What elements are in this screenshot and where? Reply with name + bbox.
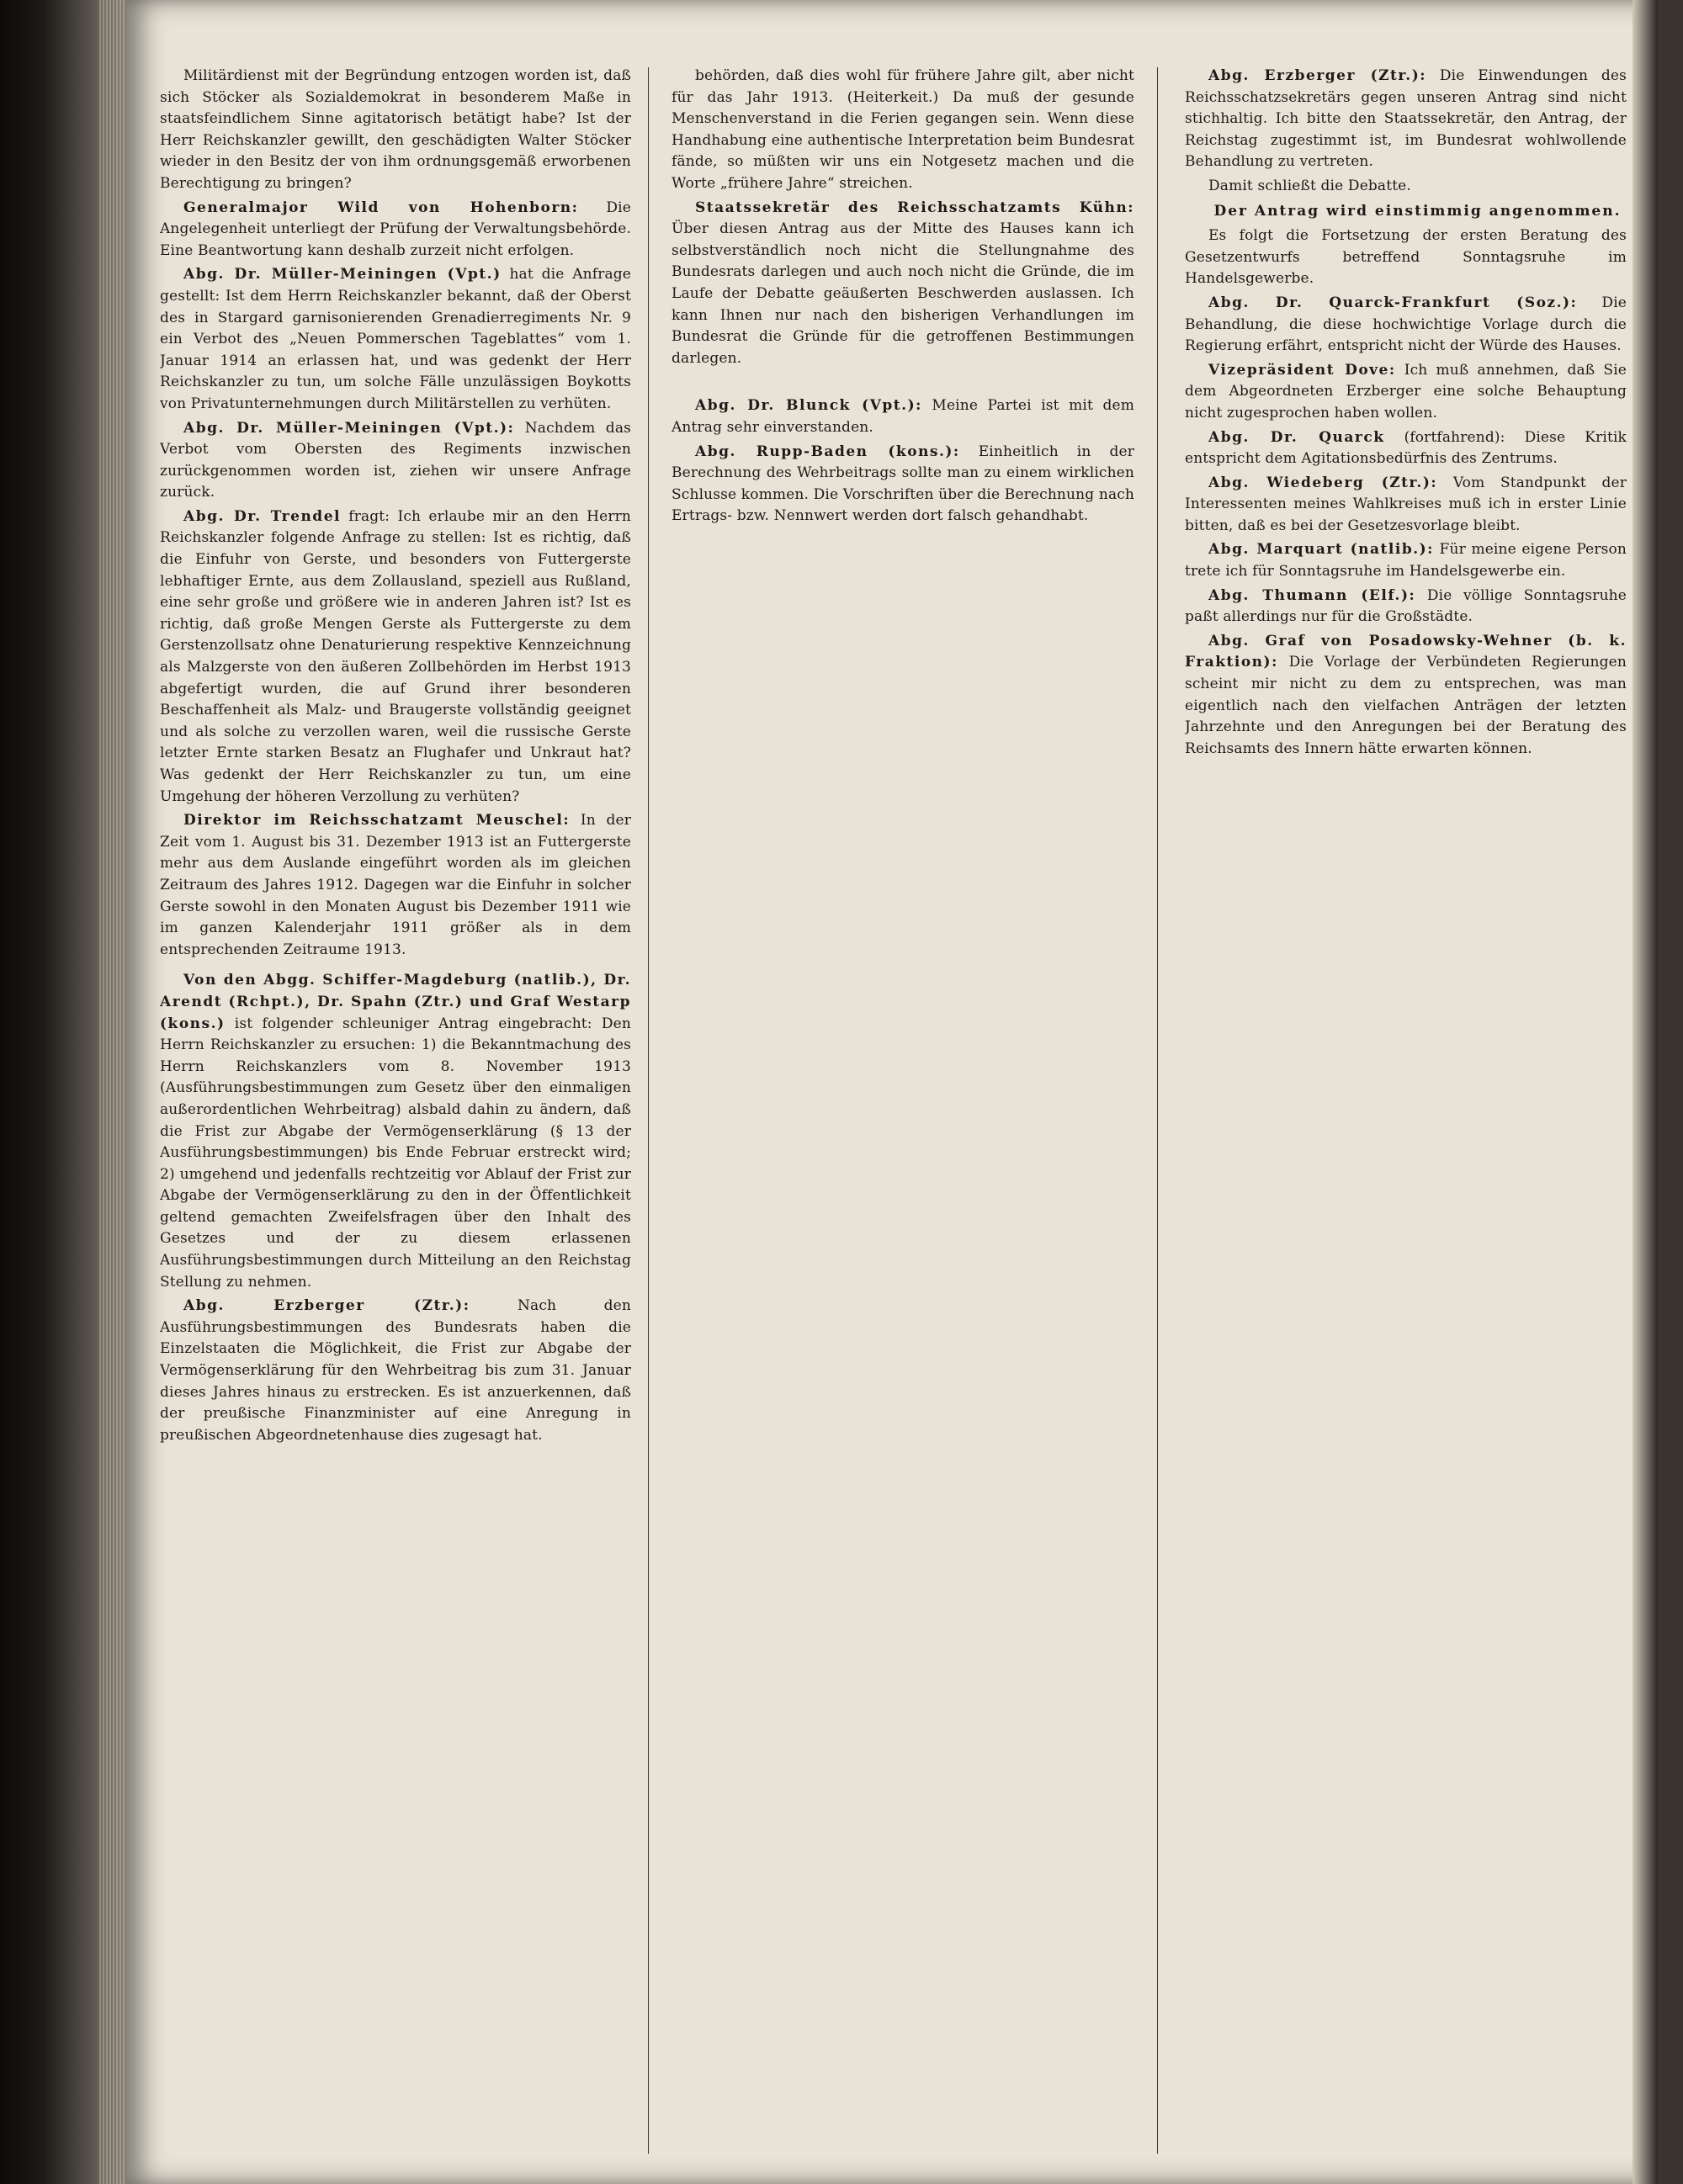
paragraph-text: hat die Anfrage gestellt: Ist dem Herrn Reichskanzler bekannt, daß der Oberst des in Stargard garnisonierenden Grenadierregiments Nr. 9 ein Verbot des „Neuen Pommerschen Tageblattes“ vom 1. Januar 1914 an erlassen hat, und was gedenkt der Herr Reichskanzler zu tun, um solche Fälle unzulässigen Boykotts von Privatunternehmungen durch Militärstellen zu verhüten.	[160, 266, 631, 412]
paragraph-text: In der Zeit vom 1. August bis 31. Dezember 1913 ist an Futtergerste mehr aus dem Auslande eingeführt worden als im gleichen Zeitraum des Jahres 1912. Dagegen war die Einfuhr in solcher Gerste sowohl in den Monaten August bis Dezember 1911 wie im ganzen Kalenderjahr 1911 größer als in dem entsprechenden Zeitraume 1913.	[160, 812, 631, 958]
paragraph-text: fragt: Ich erlaube mir an den Herrn Reichskanzler folgende Anfrage zu stellen: Ist es richtig, daß die Einfuhr von Gerste, und besonders von Futtergerste lebhaftiger Ernte, aus dem Zollausland, speziell aus Rußland, eine sehr große und größere wie in anderen Jahren ist? Ist es richtig, daß große Mengen Gerste als Futtergerste zu dem Gerstenzollsatz ohne Denaturierung respektive Kennzeichnung als Malzgerste von den äußeren Zollbehörden im Herbst 1913 abgefertigt wurden, die auf Grund ihrer besonderen Beschaffenheit als Malz- und Braugerste vollständig geeignet und als solche zu verzollen waren, weil die russische Gerste letzter Ernte starken Besatz an Flughafer und Unkraut hat? Was gedenkt der Herr Reichskanzler zu tun, um eine Umgehung der höheren Verzollung zu verhüten?	[160, 507, 631, 805]
paragraph	[160, 963, 631, 964]
paragraph	[1185, 762, 1627, 763]
paragraph-text: behörden, daß dies wohl für frühere Jahre gilt, aber nicht für das Jahr 1913. (Heiterkeit.) Da muß der gesunde Menschenverstand in die Ferien gegangen sein. Wenn diese Handhabung eine authentische Interpretation beim Bundesrat fände, so müßten wir uns ein Notgesetz machen und die Worte „frühere Jahre“ streichen.	[672, 67, 1134, 192]
paragraph	[1185, 769, 1627, 770]
paragraph	[1185, 360, 1627, 425]
paragraph	[160, 810, 631, 961]
paragraph	[672, 66, 1134, 195]
speaker-name: Abg. Dr. Trendel	[183, 507, 341, 525]
paragraph	[672, 382, 1134, 383]
paragraph	[160, 198, 631, 262]
paragraph	[672, 375, 1134, 376]
paragraph	[672, 392, 1134, 393]
speaker-name: Abg. Dr. Blunck (Vpt.):	[695, 397, 922, 415]
text-column-right	[1185, 66, 1627, 2160]
paragraph	[1185, 631, 1627, 761]
speaker-name: Abg. Erzberger (Ztr.):	[1208, 67, 1427, 84]
speaker-name: Abg. Dr. Quarck	[1208, 428, 1385, 446]
paragraph-text: Damit schließt die Debatte.	[1208, 177, 1411, 194]
paragraph-text: Meine Partei ist mit dem Antrag sehr einverstanden.	[672, 397, 1134, 436]
speaker-name: Generalmajor Wild von Hohenborn:	[183, 199, 579, 216]
paragraph-text: (fortfahrend): Diese Kritik entspricht dem Agitationsbedürfnis des Zentrums.	[1185, 428, 1627, 468]
paragraph	[1185, 66, 1627, 173]
paragraph-text: Ich muß annehmen, daß Sie dem Abgeordneten Erzberger eine solche Behauptung nicht zugesprochen haben wollen.	[1185, 361, 1627, 421]
speaker-name: Direktor im Reichsschatzamt Meuschel:	[183, 812, 571, 830]
speaker-name: Abg. Thumann (Elf.):	[1208, 586, 1416, 604]
speaker-name: Von den Abgg. Schiffer-Magdeburg (natlib.), Dr. Arendt (Rchpt.), Dr. Spahn (Ztr.) und Graf Westarp (kons.)	[160, 972, 631, 1032]
speaker-name: Staatssekretär des Reichsschatzamts Kühn:	[695, 199, 1134, 216]
text-column-left	[160, 66, 631, 2160]
paragraph-text: Einheitlich in der Berechnung des Wehrbeitrags sollte man zu einem wirklichen Schlusse kommen. Die Vorschriften über die Berechnung nach Ertrags- bzw. Nennwert werden dort falsch gehandhabt.	[672, 443, 1134, 525]
paragraph	[672, 385, 1134, 386]
paragraph	[160, 264, 631, 415]
speaker-name: Abg. Marquart (natlib.):	[1208, 541, 1434, 559]
paragraph	[160, 1452, 631, 1453]
paragraph	[160, 1449, 631, 1450]
paragraph-text: Es folgt die Fortsetzung der ersten Beratung des Gesetzentwurfs betreffend Sonntagsruhe im Handelsgewerbe.	[1185, 227, 1627, 288]
paragraph-text: Die Einwendungen des Reichsschatzsekretärs gegen unseren Antrag sind nicht stichhaltig. Ich bitte den Staatssekretär, den Antrag, der Reichstag zugestimmt ist, im Bundesrat wohlwollende Behandlung zu vertreten.	[1185, 67, 1627, 171]
paragraph-text: Die Vorlage der Verbündeten Regierungen scheint mir nicht zu dem zu entsprechen, was man eigentlich nach den vielfachen Anträgen der letzten Jahrzehnte und den Anregungen bei der Beratung des Reichsamts des Innern hätte erwarten können.	[1185, 654, 1627, 757]
speaker-name: Abg. Wiedeberg (Ztr.):	[1208, 474, 1438, 491]
page-fore-edge	[1633, 0, 1658, 2184]
speaker-name: Abg. Erzberger (Ztr.):	[183, 1297, 470, 1315]
paragraph	[1185, 293, 1627, 358]
paragraph	[1185, 586, 1627, 628]
paragraph-text: ist folgender schleuniger Antrag eingebracht: Den Herrn Reichskanzler zu ersuchen: 1) die Bekanntmachung des Herrn Reichskanzlers vom 8. November 1913 (Ausführungsbestimmungen zum Gesetz über den einmaligen außerordentlichen Wehrbeitrag) alsbald dahin zu ändern, daß die Frist zur Abgabe der Vermögenserklärung (§ 13 der Ausführungsbestimmungen) bis Ende Februar erstreckt wird; 2) umgehend und jedenfalls rechtzeitig vor Ablauf der Frist zur Abgabe der Vermögenserklärung zu den in der Öffentlichkeit geltend gemachten Zweifelsfragen über den Inhalt des Gesetzes und der zu diesem erlassenen Ausführungsbestimmungen durch Mitteilung an den Reichstag Stellung zu nehmen.	[160, 1015, 631, 1291]
paragraph-text: Die völlige Sonntagsruhe paßt allerdings nur für die Großstädte.	[1185, 586, 1627, 626]
paragraph-text: Militärdienst mit der Begründung entzogen worden ist, daß sich Stöcker als Sozialdemokrat in besonderem Maße in staatsfeindlichem Sinne agitatorisch betätigt habe? Ist der Herr Reichskanzler gewillt, den geschädigten Walter Stöcker wieder in den Besitz der von ihm ordnungsgemäß erworbenen Berechtigung zu bringen?	[160, 67, 631, 192]
column-divider	[648, 67, 649, 2154]
paragraph	[160, 970, 631, 1293]
paragraph-text: Über diesen Antrag aus der Mitte des Hauses kann ich selbstverständlich noch nicht die Stellungnahme des Bundesrats darlegen und auch noch nicht die Gründe, die im Laufe der Debatte geäußerten Beschwerden auslassen. Ich kann Ihnen nur nach den bisherigen Verhandlungen im Bundesrat die Gründe für die getroffenen Bestimmungen darlegen.	[672, 220, 1134, 367]
paragraph-text: Der Antrag wird einstimmig angenommen.	[1213, 202, 1622, 220]
paragraph-text: Vom Standpunkt der Interessenten meines Wahlkreises muß ich in erster Linie bitten, daß es bei der Gesetzesvorlage bleibt.	[1185, 474, 1627, 534]
speaker-name: Vizepräsident Dove:	[1208, 361, 1396, 379]
paragraph	[160, 66, 631, 195]
paragraph	[1185, 539, 1627, 582]
paragraph	[672, 389, 1134, 390]
speaker-name: Abg. Dr. Quarck-Frankfurt (Soz.):	[1208, 294, 1578, 311]
paragraph	[672, 198, 1134, 370]
paragraph-text: Nachdem das Verbot vom Obersten des Regiments inzwischen zurückgenommen worden ist, ziehen wir unsere Anfrage zurück.	[160, 419, 631, 501]
speaker-name: Abg. Graf von Posadowsky-Wehner (b. k. Fraktion):	[1185, 632, 1627, 671]
paragraph	[160, 1296, 631, 1446]
paragraph-text: Die Behandlung, die diese hochwichtige Vorlage durch die Regierung erfährt, entspricht nicht der Würde des Hauses.	[1185, 294, 1627, 355]
newspaper-page	[126, 0, 1658, 2184]
page-stack-edge	[99, 0, 128, 2184]
paragraph	[160, 1455, 631, 1456]
paragraph	[160, 418, 631, 504]
paragraph-text: Nach den Ausführungsbestimmungen des Bundesrats haben die Einzelstaaten die Möglichkeit, die Frist zur Abgabe der Vermögenserklärung für den Wehrbeitrag bis zum 31. Januar dieses Jahres hinaus zu erstrecken. Es ist anzuerkennen, daß der preußische Finanzminister auf eine Anregung in preußischen Abgeordnetenhause dies zugesagt hat.	[160, 1297, 631, 1444]
paragraph	[672, 442, 1134, 527]
column-divider	[1157, 67, 1158, 2154]
paragraph	[160, 506, 631, 808]
paragraph	[672, 372, 1134, 373]
paragraph	[672, 395, 1134, 438]
speaker-name: Abg. Dr. Müller-Meiningen (Vpt.):	[183, 419, 515, 437]
speaker-name: Abg. Rupp-Baden (kons.):	[695, 443, 960, 460]
paragraph	[1185, 225, 1627, 290]
paragraph-text: Die Angelegenheit unterliegt der Prüfung der Verwaltungsbehörde. Eine Beantwortung kann deshalb zurzeit nicht erfolgen.	[160, 199, 631, 259]
paragraph	[1185, 473, 1627, 538]
speaker-name: Abg. Dr. Müller-Meiningen (Vpt.)	[183, 266, 502, 284]
text-column-middle	[672, 66, 1134, 2160]
paragraph-text: Für meine eigene Person trete ich für Sonntagsruhe im Handelsgewerbe ein.	[1185, 541, 1627, 580]
paragraph	[1185, 427, 1627, 470]
vote-result	[1185, 201, 1627, 223]
paragraph	[1185, 176, 1627, 198]
